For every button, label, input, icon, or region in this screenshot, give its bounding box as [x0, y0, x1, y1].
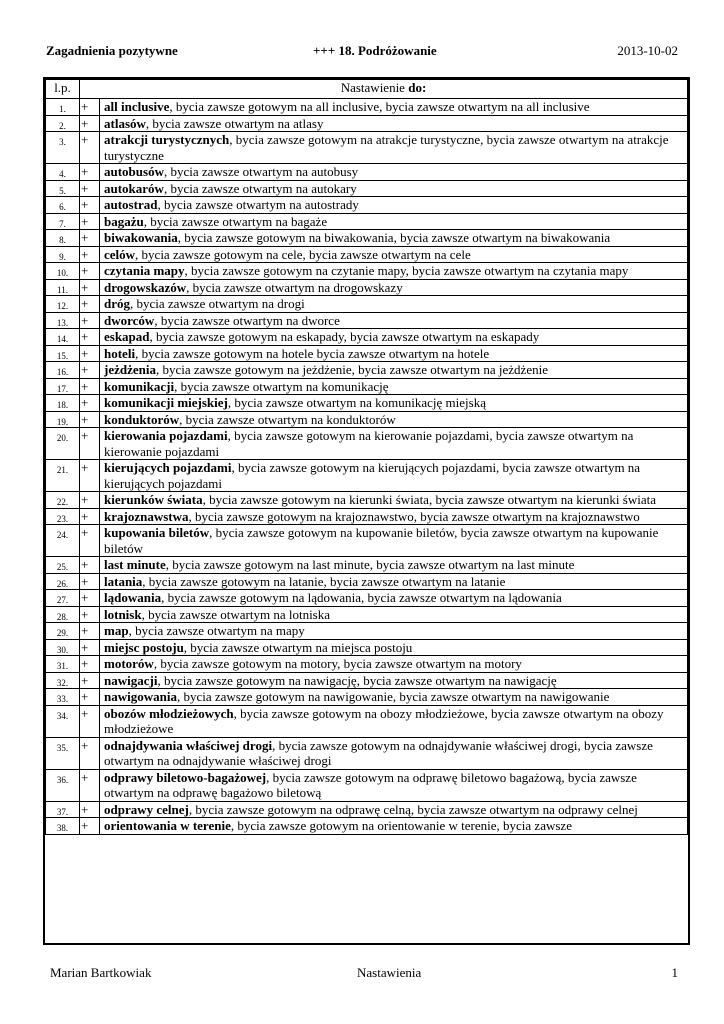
row-number: 7. [46, 213, 80, 230]
row-text [100, 656, 688, 673]
row-number: 37. [46, 801, 80, 818]
row-number: 34. [46, 705, 80, 737]
table-row [46, 590, 688, 607]
row-sign: + [80, 689, 100, 706]
row-number: 20. [46, 428, 80, 460]
row-number: 36. [46, 769, 80, 801]
row-number: 29. [46, 623, 80, 640]
row-term: odprawy celnej [104, 801, 189, 817]
table-row [46, 508, 688, 525]
row-sign: + [80, 590, 100, 607]
row-number: 21. [46, 460, 80, 492]
row-sign: + [80, 213, 100, 230]
row-text [100, 99, 688, 116]
column-header-attitude [80, 80, 688, 99]
page-footer [50, 965, 678, 981]
row-term: miejsc postoju [104, 639, 184, 655]
row-term: komunikacji miejskiej [104, 395, 228, 410]
row-sign: + [80, 362, 100, 379]
row-description: , bycia zawsze otwartym na komunikację miejską [227, 395, 486, 410]
row-description: , bycia zawsze otwartym na komunikację [174, 378, 389, 394]
row-text [100, 411, 688, 428]
table-row [46, 362, 688, 379]
row-term: odnajdywania właściwej drogi [104, 737, 273, 753]
row-description: , bycia zawsze gotowym na orientowanie w terenie, bycia zawsze [230, 818, 572, 833]
row-term: jeżdżenia [104, 362, 156, 377]
row-sign: + [80, 508, 100, 525]
row-sign: + [80, 395, 100, 412]
row-description: , bycia zawsze gotowym na all inclusive, bycia zawsze otwartym na all inclusive [169, 99, 590, 114]
table-row [46, 279, 688, 296]
row-description: , bycia zawsze gotowym na jeżdżenie, bycia zawsze otwartym na jeżdżenie [155, 362, 548, 377]
row-description: , bycia zawsze gotowym na kupowanie biletów, bycia zawsze otwartym na kupowanie biletów [104, 525, 659, 556]
row-text [100, 672, 688, 689]
row-text [100, 263, 688, 280]
row-number: 26. [46, 573, 80, 590]
row-term: atlasów [104, 115, 146, 131]
row-number: 22. [46, 492, 80, 509]
row-text [100, 606, 688, 623]
row-description: , bycia zawsze otwartym na drogowskazy [186, 279, 403, 295]
table-row [46, 557, 688, 574]
row-term: orientowania w terenie [104, 818, 231, 833]
row-term: kierujących pojazdami [104, 460, 232, 475]
table-body [46, 99, 688, 835]
row-term: celów [104, 246, 136, 262]
attitudes-table [45, 79, 688, 835]
table-row [46, 213, 688, 230]
row-sign: + [80, 246, 100, 263]
row-term: hoteli [104, 345, 136, 361]
row-description: , bycia zawsze gotowym na atrakcje turystyczne, bycia zawsze otwartym na atrakcje turystyczne [104, 132, 669, 163]
table-row [46, 164, 688, 181]
row-sign: + [80, 623, 100, 640]
table-row [46, 492, 688, 509]
table-row [46, 263, 688, 280]
row-number: 15. [46, 345, 80, 362]
row-description: , bycia zawsze otwartym na miejsca postoju [183, 639, 413, 655]
row-term: eskapad [104, 329, 150, 344]
row-number: 38. [46, 818, 80, 835]
row-term: dworców [104, 312, 155, 328]
footer-page-number: 1 [671, 965, 678, 980]
row-sign: + [80, 492, 100, 509]
row-number: 33. [46, 689, 80, 706]
row-number: 16. [46, 362, 80, 379]
row-sign: + [80, 557, 100, 574]
row-sign: + [80, 132, 100, 164]
row-number: 18. [46, 395, 80, 412]
row-text [100, 525, 688, 557]
row-term: latania [104, 573, 143, 589]
row-text [100, 557, 688, 574]
row-text [100, 428, 688, 460]
row-description: , bycia zawsze gotowym na krajoznawstwo, bycia zawsze otwartym na krajoznawstwo [188, 508, 640, 524]
row-text [100, 132, 688, 164]
row-sign: + [80, 180, 100, 197]
row-text [100, 639, 688, 656]
table-row [46, 769, 688, 801]
row-sign: + [80, 606, 100, 623]
table-row [46, 737, 688, 769]
row-description: , bycia zawsze gotowym na czytanie mapy, bycia zawsze otwartym na czytania mapy [184, 263, 629, 278]
row-number: 19. [46, 411, 80, 428]
table-row [46, 460, 688, 492]
row-term: konduktorów [104, 411, 180, 427]
row-number: 31. [46, 656, 80, 673]
row-description: , bycia zawsze otwartym na mapy [128, 623, 305, 638]
row-description: , bycia zawsze gotowym na obozy młodzieżowe, bycia zawsze otwartym na obozy młodzieżowe [104, 705, 664, 736]
row-number: 8. [46, 230, 80, 247]
row-text [100, 818, 688, 835]
row-sign: + [80, 573, 100, 590]
row-text [100, 737, 688, 769]
row-text [100, 590, 688, 607]
row-number: 9. [46, 246, 80, 263]
row-sign: + [80, 428, 100, 460]
row-sign: + [80, 99, 100, 116]
row-description: , bycia zawsze gotowym na nawigację, bycia zawsze otwartym na nawigację [157, 672, 557, 688]
table-row [46, 230, 688, 247]
row-text [100, 197, 688, 214]
row-sign: + [80, 164, 100, 181]
row-text [100, 801, 688, 818]
row-term: biwakowania [104, 230, 178, 245]
row-number: 24. [46, 525, 80, 557]
table-row [46, 132, 688, 164]
row-number: 6. [46, 197, 80, 214]
row-sign: + [80, 312, 100, 329]
row-number: 13. [46, 312, 80, 329]
row-description: , bycia zawsze gotowym na eskapady, bycia zawsze otwartym na eskapady [149, 329, 540, 344]
row-description: , bycia zawsze gotowym na latanie, bycia zawsze otwartym na latanie [142, 573, 506, 589]
column-header-bold: do: [408, 80, 427, 95]
table-row [46, 345, 688, 362]
row-term: dróg [104, 296, 130, 311]
row-sign: + [80, 230, 100, 247]
row-number: 1. [46, 99, 80, 116]
row-number: 10. [46, 263, 80, 280]
row-description: , bycia zawsze otwartym na dworce [154, 312, 340, 328]
row-text [100, 312, 688, 329]
table-row [46, 801, 688, 818]
row-description: , bycia zawsze gotowym na nawigowanie, bycia zawsze otwartym na nawigowanie [176, 689, 610, 704]
row-term: kierowania pojazdami [104, 428, 228, 443]
row-description: , bycia zawsze otwartym na autostrady [157, 197, 359, 212]
row-sign: + [80, 769, 100, 801]
row-number: 2. [46, 115, 80, 132]
row-text [100, 573, 688, 590]
row-description: , bycia zawsze gotowym na odnajdywanie właściwej drogi, bycia zawsze otwartym na odnajdywanie właściwej drogi [104, 737, 653, 768]
row-sign: + [80, 296, 100, 313]
table-row [46, 246, 688, 263]
row-term: komunikacji [104, 378, 175, 394]
row-sign: + [80, 818, 100, 835]
page-header [46, 43, 678, 61]
row-number: 3. [46, 132, 80, 164]
row-term: krajoznawstwa [104, 508, 189, 524]
table-row [46, 705, 688, 737]
row-term: kierunków świata [104, 492, 203, 507]
row-text [100, 180, 688, 197]
row-term: bagażu [104, 213, 144, 229]
table-row [46, 656, 688, 673]
row-text [100, 508, 688, 525]
row-sign: + [80, 345, 100, 362]
row-text [100, 378, 688, 395]
row-term: map [104, 623, 129, 638]
row-text [100, 460, 688, 492]
row-description: , bycia zawsze gotowym na odprawę celną, bycia zawsze otwartym na odprawy celnej [188, 801, 638, 817]
row-description: , bycia zawsze gotowym na last minute, bycia zawsze otwartym na last minute [165, 557, 575, 572]
row-description: , bycia zawsze gotowym na cele, bycia zawsze otwartym na cele [135, 246, 471, 262]
row-sign: + [80, 263, 100, 280]
table-row [46, 672, 688, 689]
row-term: autokarów [104, 180, 164, 196]
row-description: , bycia zawsze otwartym na autobusy [163, 164, 359, 179]
row-number: 12. [46, 296, 80, 313]
row-sign: + [80, 672, 100, 689]
row-description: , bycia zawsze otwartym na autokary [163, 180, 357, 196]
row-sign: + [80, 656, 100, 673]
row-number: 11. [46, 279, 80, 296]
row-description: , bycia zawsze gotowym na kierujących pojazdami, bycia zawsze otwartym na kierujących pojazdami [104, 460, 641, 491]
footer-section: Nastawienia [357, 965, 422, 980]
row-description: , bycia zawsze gotowym na odprawę biletowo bagażową, bycia zawsze otwartym na odprawę bagażowo biletową [104, 769, 637, 800]
row-description: , bycia zawsze gotowym na kierowanie pojazdami, bycia zawsze otwartym na kierowanie pojazdami [104, 428, 634, 459]
column-header-prefix: Nastawienie [340, 80, 409, 95]
table-row [46, 818, 688, 835]
row-description: , bycia zawsze otwartym na bagaże [143, 213, 328, 229]
row-number: 14. [46, 329, 80, 346]
row-term: nawigacji [104, 672, 158, 688]
row-text [100, 689, 688, 706]
row-text [100, 769, 688, 801]
row-number: 27. [46, 590, 80, 607]
row-description: , bycia zawsze gotowym na hotele bycia zawsze otwartym na hotele [135, 345, 490, 361]
row-text [100, 246, 688, 263]
row-sign: + [80, 329, 100, 346]
table-row [46, 115, 688, 132]
row-sign: + [80, 705, 100, 737]
column-header-lp: l.p. [46, 80, 80, 99]
row-term: lądowania [104, 590, 162, 605]
row-number: 5. [46, 180, 80, 197]
table-header-row [46, 80, 688, 99]
row-sign: + [80, 525, 100, 557]
row-text [100, 230, 688, 247]
row-sign: + [80, 115, 100, 132]
row-text [100, 623, 688, 640]
row-text [100, 492, 688, 509]
table-row [46, 312, 688, 329]
row-term: drogowskazów [104, 279, 187, 295]
row-description: , bycia zawsze otwartym na atlasy [145, 115, 324, 131]
footer-author: Marian Bartkowiak [50, 965, 152, 980]
row-description: , bycia zawsze gotowym na kierunki świata, bycia zawsze otwartym na kierunki świata [202, 492, 657, 507]
table-row [46, 525, 688, 557]
row-term: autobusów [104, 164, 164, 179]
row-term: last minute [104, 557, 166, 572]
row-text [100, 345, 688, 362]
table-row [46, 197, 688, 214]
row-text [100, 329, 688, 346]
row-description: , bycia zawsze gotowym na motory, bycia zawsze otwartym na motory [153, 656, 522, 671]
table-row [46, 428, 688, 460]
row-number: 23. [46, 508, 80, 525]
header-topic: Zagadnienia pozytywne [46, 43, 178, 58]
row-sign: + [80, 460, 100, 492]
table-row [46, 606, 688, 623]
row-term: czytania mapy [104, 263, 185, 278]
row-text [100, 362, 688, 379]
row-number: 25. [46, 557, 80, 574]
row-number: 30. [46, 639, 80, 656]
attitudes-table-frame [43, 77, 690, 945]
row-sign: + [80, 737, 100, 769]
table-row [46, 329, 688, 346]
row-description: , bycia zawsze otwartym na konduktorów [179, 411, 396, 427]
table-row [46, 296, 688, 313]
row-sign: + [80, 279, 100, 296]
row-number: 4. [46, 164, 80, 181]
row-term: obozów młodzieżowych [104, 705, 234, 721]
row-text [100, 115, 688, 132]
row-description: , bycia zawsze otwartym na lotniska [141, 606, 331, 622]
row-sign: + [80, 411, 100, 428]
row-term: odprawy biletowo-bagażowej [104, 769, 267, 785]
row-description: , bycia zawsze gotowym na lądowania, bycia zawsze otwartym na lądowania [161, 590, 562, 605]
row-term: atrakcji turystycznych [104, 132, 230, 147]
table-row [46, 573, 688, 590]
row-term: autostrad [104, 197, 158, 212]
table-row [46, 623, 688, 640]
header-date: 2013-10-02 [617, 43, 678, 58]
table-row [46, 395, 688, 412]
row-number: 32. [46, 672, 80, 689]
table-row [46, 639, 688, 656]
row-description: , bycia zawsze otwartym na drogi [130, 296, 305, 311]
row-sign: + [80, 197, 100, 214]
row-term: all inclusive [104, 99, 170, 114]
table-row [46, 411, 688, 428]
row-sign: + [80, 801, 100, 818]
row-text [100, 279, 688, 296]
row-number: 28. [46, 606, 80, 623]
row-text [100, 164, 688, 181]
table-row [46, 99, 688, 116]
row-text [100, 705, 688, 737]
table-row [46, 378, 688, 395]
row-text [100, 213, 688, 230]
row-term: kupowania biletów [104, 525, 210, 540]
row-text [100, 296, 688, 313]
table-row [46, 180, 688, 197]
header-title: +++ 18. Podróżowanie [313, 43, 437, 58]
row-description: , bycia zawsze gotowym na biwakowania, bycia zawsze otwartym na biwakowania [177, 230, 611, 245]
row-sign: + [80, 639, 100, 656]
row-text [100, 395, 688, 412]
row-term: nawigowania [104, 689, 177, 704]
table-row [46, 689, 688, 706]
row-term: lotnisk [104, 606, 142, 622]
row-number: 17. [46, 378, 80, 395]
row-number: 35. [46, 737, 80, 769]
row-term: motorów [104, 656, 154, 671]
row-sign: + [80, 378, 100, 395]
